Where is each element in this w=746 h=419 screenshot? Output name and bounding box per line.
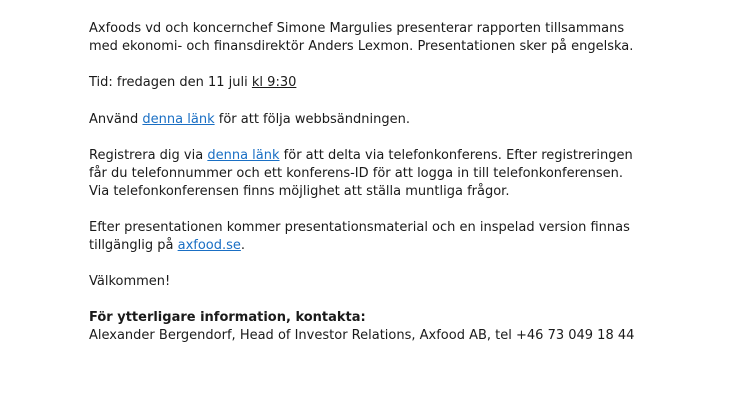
axfood-site-link[interactable]: axfood.se — [177, 238, 241, 253]
phone-line-1 — [89, 147, 633, 165]
after-presentation-paragraph — [89, 219, 630, 255]
intro-line-1: Axfoods vd och koncernchef Simone Margulies presenterar rapporten tillsammans — [89, 21, 625, 36]
webcast-prefix: Använd — [89, 112, 143, 127]
phone-conference-paragraph — [89, 147, 633, 201]
phone-line-2: får du telefonnummer och ett konferens-ID för att logga in till telefonkonferensen. — [89, 166, 624, 181]
time-clock: kl 9:30 — [251, 75, 297, 90]
intro-line-2: med ekonomi- och finansdirektör Anders Lexmon. Presentationen sker på engelska. — [89, 39, 634, 54]
time-prefix: Tid: fredagen den 11 juli — [89, 75, 252, 90]
after-line-2-suffix: . — [240, 238, 246, 253]
contact-heading: För ytterligare information, kontakta: — [89, 310, 366, 325]
time-paragraph — [89, 74, 296, 92]
webcast-suffix: för att följa webbsändningen. — [214, 112, 410, 127]
phone-line-1-suffix: för att delta via telefonkonferens. Efter registreringen — [279, 148, 633, 163]
intro-paragraph — [89, 20, 633, 56]
phone-registration-link[interactable]: denna länk — [207, 148, 280, 163]
phone-line-1-prefix: Registrera dig via — [89, 148, 208, 163]
contact-person: Alexander Bergendorf, Head of Investor Relations, Axfood AB, tel +46 73 049 18 44 — [89, 328, 635, 343]
after-line-2-prefix: tillgänglig på — [89, 238, 178, 253]
phone-line-3: Via telefonkonferensen finns möjlighet att ställa muntliga frågor. — [89, 184, 510, 199]
welcome-text: Välkommen! — [89, 274, 171, 289]
webcast-link[interactable]: denna länk — [142, 112, 215, 127]
after-line-1: Efter presentationen kommer presentationsmaterial och en inspelad version finnas — [89, 220, 630, 235]
webcast-paragraph — [89, 111, 410, 129]
contact-paragraph — [89, 309, 634, 345]
after-line-2 — [89, 237, 630, 255]
